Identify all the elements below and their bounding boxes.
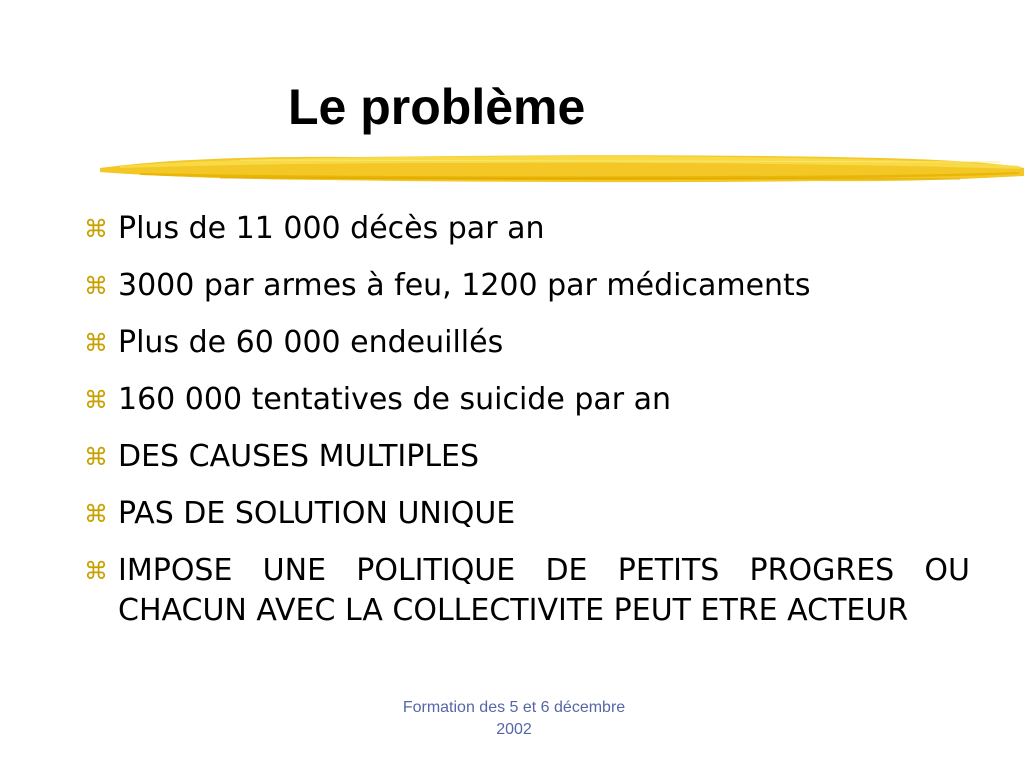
bullet-item (78, 494, 970, 534)
bullet-item (78, 323, 970, 363)
command-key-icon: ⌘ (84, 500, 108, 528)
yellow-brush-stroke (100, 150, 1024, 190)
command-key-icon: ⌘ (84, 272, 108, 300)
slide-title: Le problème (288, 79, 586, 135)
bullet-text: PAS DE SOLUTION UNIQUE (118, 496, 516, 531)
bullet-text: Plus de 11 000 décès par an (118, 211, 545, 246)
bullet-text: Plus de 60 000 endeuillés (118, 325, 504, 360)
bullet-text: DES CAUSES MULTIPLES (118, 439, 480, 474)
command-key-icon: ⌘ (84, 329, 108, 357)
footer-line-2: 2002 (496, 721, 532, 738)
bullet-item (78, 209, 970, 249)
bullet-text: 160 000 tentatives de suicide par an (118, 382, 672, 417)
footer-line-1: Formation des 5 et 6 décembre (402, 699, 626, 716)
bullet-item (78, 551, 970, 631)
bullet-text: IMPOSE UNE POLITIQUE DE PETITS PROGRES OU CHACUN AVEC LA COLLECTIVITE PEUT ETRE ACTEUR (118, 553, 970, 628)
bullet-text: 3000 par armes à feu, 1200 par médicaments (118, 268, 811, 303)
bullet-list (78, 209, 970, 648)
bullet-item (78, 266, 970, 306)
bullet-item (78, 437, 970, 477)
command-key-icon: ⌘ (84, 215, 108, 243)
command-key-icon: ⌘ (84, 386, 108, 414)
command-key-icon: ⌘ (84, 557, 108, 585)
bullet-item (78, 380, 970, 420)
command-key-icon: ⌘ (84, 443, 108, 471)
footer (364, 697, 664, 741)
